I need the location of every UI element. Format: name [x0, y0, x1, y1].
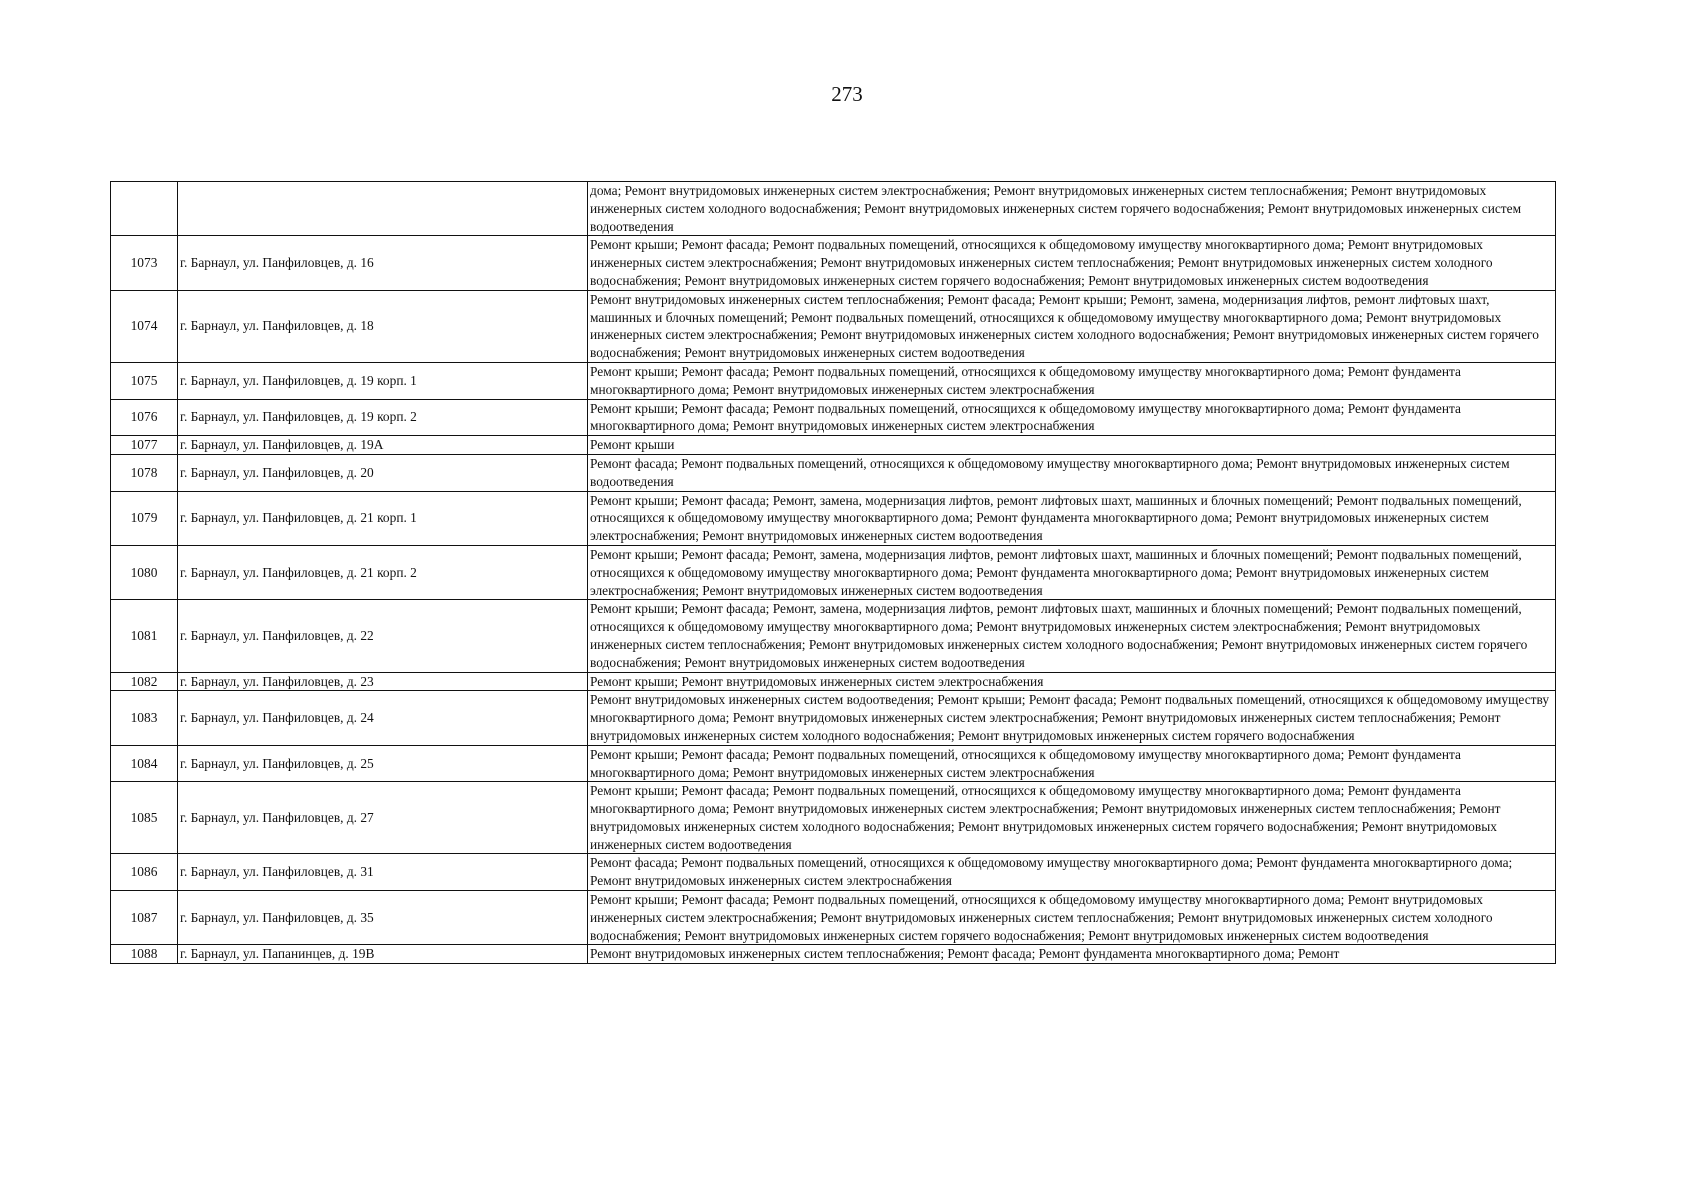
works-cell: Ремонт крыши; Ремонт фасада; Ремонт подвальных помещений, относящихся к общедомовому имуществу многоквартирного дома; Ремонт внутридомовых инженерных систем электроснабжения; Ремонт внутридомовых инженерных систем теплоснабжения; Ремонт внутридомовых инженерных систем холодного водоснабжения; Ремонт внутридомовых инженерных систем горячего водоснабжения; Ремонт внутридомовых инженерных систем водоотведения — [588, 891, 1556, 945]
table-row — [111, 854, 1556, 891]
row-number-cell: 1088 — [111, 945, 178, 964]
page-number: 273 — [831, 82, 863, 106]
row-number-cell: 1077 — [111, 436, 178, 455]
table-body — [111, 182, 1556, 964]
table-row — [111, 782, 1556, 854]
row-number-cell: 1084 — [111, 745, 178, 782]
table-row — [111, 891, 1556, 945]
row-number-cell: 1075 — [111, 362, 178, 399]
works-cell: дома; Ремонт внутридомовых инженерных систем электроснабжения; Ремонт внутридомовых инженерных систем теплоснабжения; Ремонт внутридомовых инженерных систем холодного водоснабжения; Ремонт внутридомовых инженерных систем горячего водоснабжения; Ремонт внутридомовых инженерных систем водоотведения — [588, 182, 1556, 236]
row-number-cell: 1081 — [111, 600, 178, 672]
works-cell: Ремонт фасада; Ремонт подвальных помещений, относящихся к общедомовому имуществу многоквартирного дома; Ремонт фундамента многоквартирного дома; Ремонт внутридомовых инженерных систем электроснабжения — [588, 854, 1556, 891]
table-row — [111, 454, 1556, 491]
works-cell: Ремонт крыши; Ремонт фасада; Ремонт подвальных помещений, относящихся к общедомовому имуществу многоквартирного дома; Ремонт внутридомовых инженерных систем электроснабжения; Ремонт внутридомовых инженерных систем теплоснабжения; Ремонт внутридомовых инженерных систем холодного водоснабжения; Ремонт внутридомовых инженерных систем горячего водоснабжения; Ремонт внутридомовых инженерных систем водоотведения — [588, 236, 1556, 290]
row-number-cell: 1082 — [111, 672, 178, 691]
works-cell: Ремонт крыши; Ремонт внутридомовых инженерных систем электроснабжения — [588, 672, 1556, 691]
address-cell: г. Барнаул, ул. Панфиловцев, д. 21 корп. 2 — [178, 545, 588, 599]
row-number-cell — [111, 182, 178, 236]
row-number-cell: 1076 — [111, 399, 178, 436]
works-cell: Ремонт крыши; Ремонт фасада; Ремонт, замена, модернизация лифтов, ремонт лифтовых шахт, машинных и блочных помещений; Ремонт подвальных помещений, относящихся к общедомовому имуществу многоквартирного дома; Ремонт внутридомовых инженерных систем электроснабжения; Ремонт внутридомовых инженерных систем теплоснабжения; Ремонт внутридомовых инженерных систем холодного водоснабжения; Ремонт внутридомовых инженерных систем горячего водоснабжения; Ремонт внутридомовых инженерных систем водоотведения — [588, 600, 1556, 672]
table-row — [111, 945, 1556, 964]
works-cell: Ремонт внутридомовых инженерных систем теплоснабжения; Ремонт фасада; Ремонт фундамента многоквартирного дома; Ремонт — [588, 945, 1556, 964]
table-row — [111, 182, 1556, 236]
address-cell: г. Барнаул, ул. Папанинцев, д. 19В — [178, 945, 588, 964]
address-cell: г. Барнаул, ул. Панфиловцев, д. 18 — [178, 290, 588, 362]
row-number-cell: 1083 — [111, 691, 178, 745]
works-cell: Ремонт крыши; Ремонт фасада; Ремонт подвальных помещений, относящихся к общедомовому имуществу многоквартирного дома; Ремонт фундамента многоквартирного дома; Ремонт внутридомовых инженерных систем электроснабжения; Ремонт внутридомовых инженерных систем теплоснабжения; Ремонт внутридомовых инженерных систем холодного водоснабжения; Ремонт внутридомовых инженерных систем горячего водоснабжения; Ремонт внутридомовых инженерных систем водоотведения — [588, 782, 1556, 854]
address-cell: г. Барнаул, ул. Панфиловцев, д. 19 корп. 2 — [178, 399, 588, 436]
works-cell: Ремонт внутридомовых инженерных систем водоотведения; Ремонт крыши; Ремонт фасада; Ремонт подвальных помещений, относящихся к общедомовому имуществу многоквартирного дома; Ремонт внутридомовых инженерных систем электроснабжения; Ремонт внутридомовых инженерных систем теплоснабжения; Ремонт внутридомовых инженерных систем холодного водоснабжения; Ремонт внутридомовых инженерных систем горячего водоснабжения — [588, 691, 1556, 745]
address-cell: г. Барнаул, ул. Панфиловцев, д. 19 корп. 1 — [178, 362, 588, 399]
table-row — [111, 600, 1556, 672]
address-cell: г. Барнаул, ул. Панфиловцев, д. 20 — [178, 454, 588, 491]
address-cell: г. Барнаул, ул. Панфиловцев, д. 31 — [178, 854, 588, 891]
address-cell: г. Барнаул, ул. Панфиловцев, д. 21 корп. 1 — [178, 491, 588, 545]
address-cell: г. Барнаул, ул. Панфиловцев, д. 19А — [178, 436, 588, 455]
table-row — [111, 436, 1556, 455]
table-row — [111, 236, 1556, 290]
works-cell: Ремонт крыши; Ремонт фасада; Ремонт, замена, модернизация лифтов, ремонт лифтовых шахт, машинных и блочных помещений; Ремонт подвальных помещений, относящихся к общедомовому имуществу многоквартирного дома; Ремонт фундамента многоквартирного дома; Ремонт внутридомовых инженерных систем электроснабжения; Ремонт внутридомовых инженерных систем водоотведения — [588, 491, 1556, 545]
address-cell: г. Барнаул, ул. Панфиловцев, д. 25 — [178, 745, 588, 782]
table-row — [111, 691, 1556, 745]
works-cell: Ремонт крыши; Ремонт фасада; Ремонт подвальных помещений, относящихся к общедомовому имуществу многоквартирного дома; Ремонт фундамента многоквартирного дома; Ремонт внутридомовых инженерных систем электроснабжения — [588, 399, 1556, 436]
works-cell: Ремонт крыши; Ремонт фасада; Ремонт подвальных помещений, относящихся к общедомовому имуществу многоквартирного дома; Ремонт фундамента многоквартирного дома; Ремонт внутридомовых инженерных систем электроснабжения — [588, 745, 1556, 782]
works-cell: Ремонт фасада; Ремонт подвальных помещений, относящихся к общедомовому имуществу многоквартирного дома; Ремонт внутридомовых инженерных систем водоотведения — [588, 454, 1556, 491]
repair-registry-table — [110, 181, 1556, 964]
works-cell: Ремонт крыши — [588, 436, 1556, 455]
address-cell — [178, 182, 588, 236]
works-cell: Ремонт крыши; Ремонт фасада; Ремонт, замена, модернизация лифтов, ремонт лифтовых шахт, машинных и блочных помещений; Ремонт подвальных помещений, относящихся к общедомовому имуществу многоквартирного дома; Ремонт фундамента многоквартирного дома; Ремонт внутридомовых инженерных систем электроснабжения; Ремонт внутридомовых инженерных систем водоотведения — [588, 545, 1556, 599]
row-number-cell: 1086 — [111, 854, 178, 891]
address-cell: г. Барнаул, ул. Панфиловцев, д. 16 — [178, 236, 588, 290]
table-row — [111, 745, 1556, 782]
row-number-cell: 1087 — [111, 891, 178, 945]
table-row — [111, 399, 1556, 436]
row-number-cell: 1078 — [111, 454, 178, 491]
address-cell: г. Барнаул, ул. Панфиловцев, д. 27 — [178, 782, 588, 854]
address-cell: г. Барнаул, ул. Панфиловцев, д. 35 — [178, 891, 588, 945]
table-row — [111, 362, 1556, 399]
row-number-cell: 1085 — [111, 782, 178, 854]
table-row — [111, 545, 1556, 599]
table-row — [111, 290, 1556, 362]
row-number-cell: 1079 — [111, 491, 178, 545]
row-number-cell: 1080 — [111, 545, 178, 599]
row-number-cell: 1074 — [111, 290, 178, 362]
address-cell: г. Барнаул, ул. Панфиловцев, д. 23 — [178, 672, 588, 691]
row-number-cell: 1073 — [111, 236, 178, 290]
address-cell: г. Барнаул, ул. Панфиловцев, д. 24 — [178, 691, 588, 745]
table-row — [111, 491, 1556, 545]
works-cell: Ремонт внутридомовых инженерных систем теплоснабжения; Ремонт фасада; Ремонт крыши; Ремонт, замена, модернизация лифтов, ремонт лифтовых шахт, машинных и блочных помещений; Ремонт подвальных помещений, относящихся к общедомовому имуществу многоквартирного дома; Ремонт внутридомовых инженерных систем электроснабжения; Ремонт внутридомовых инженерных систем холодного водоснабжения; Ремонт внутридомовых инженерных систем горячего водоснабжения; Ремонт внутридомовых инженерных систем водоотведения — [588, 290, 1556, 362]
address-cell: г. Барнаул, ул. Панфиловцев, д. 22 — [178, 600, 588, 672]
table-row — [111, 672, 1556, 691]
works-cell: Ремонт крыши; Ремонт фасада; Ремонт подвальных помещений, относящихся к общедомовому имуществу многоквартирного дома; Ремонт фундамента многоквартирного дома; Ремонт внутридомовых инженерных систем электроснабжения — [588, 362, 1556, 399]
